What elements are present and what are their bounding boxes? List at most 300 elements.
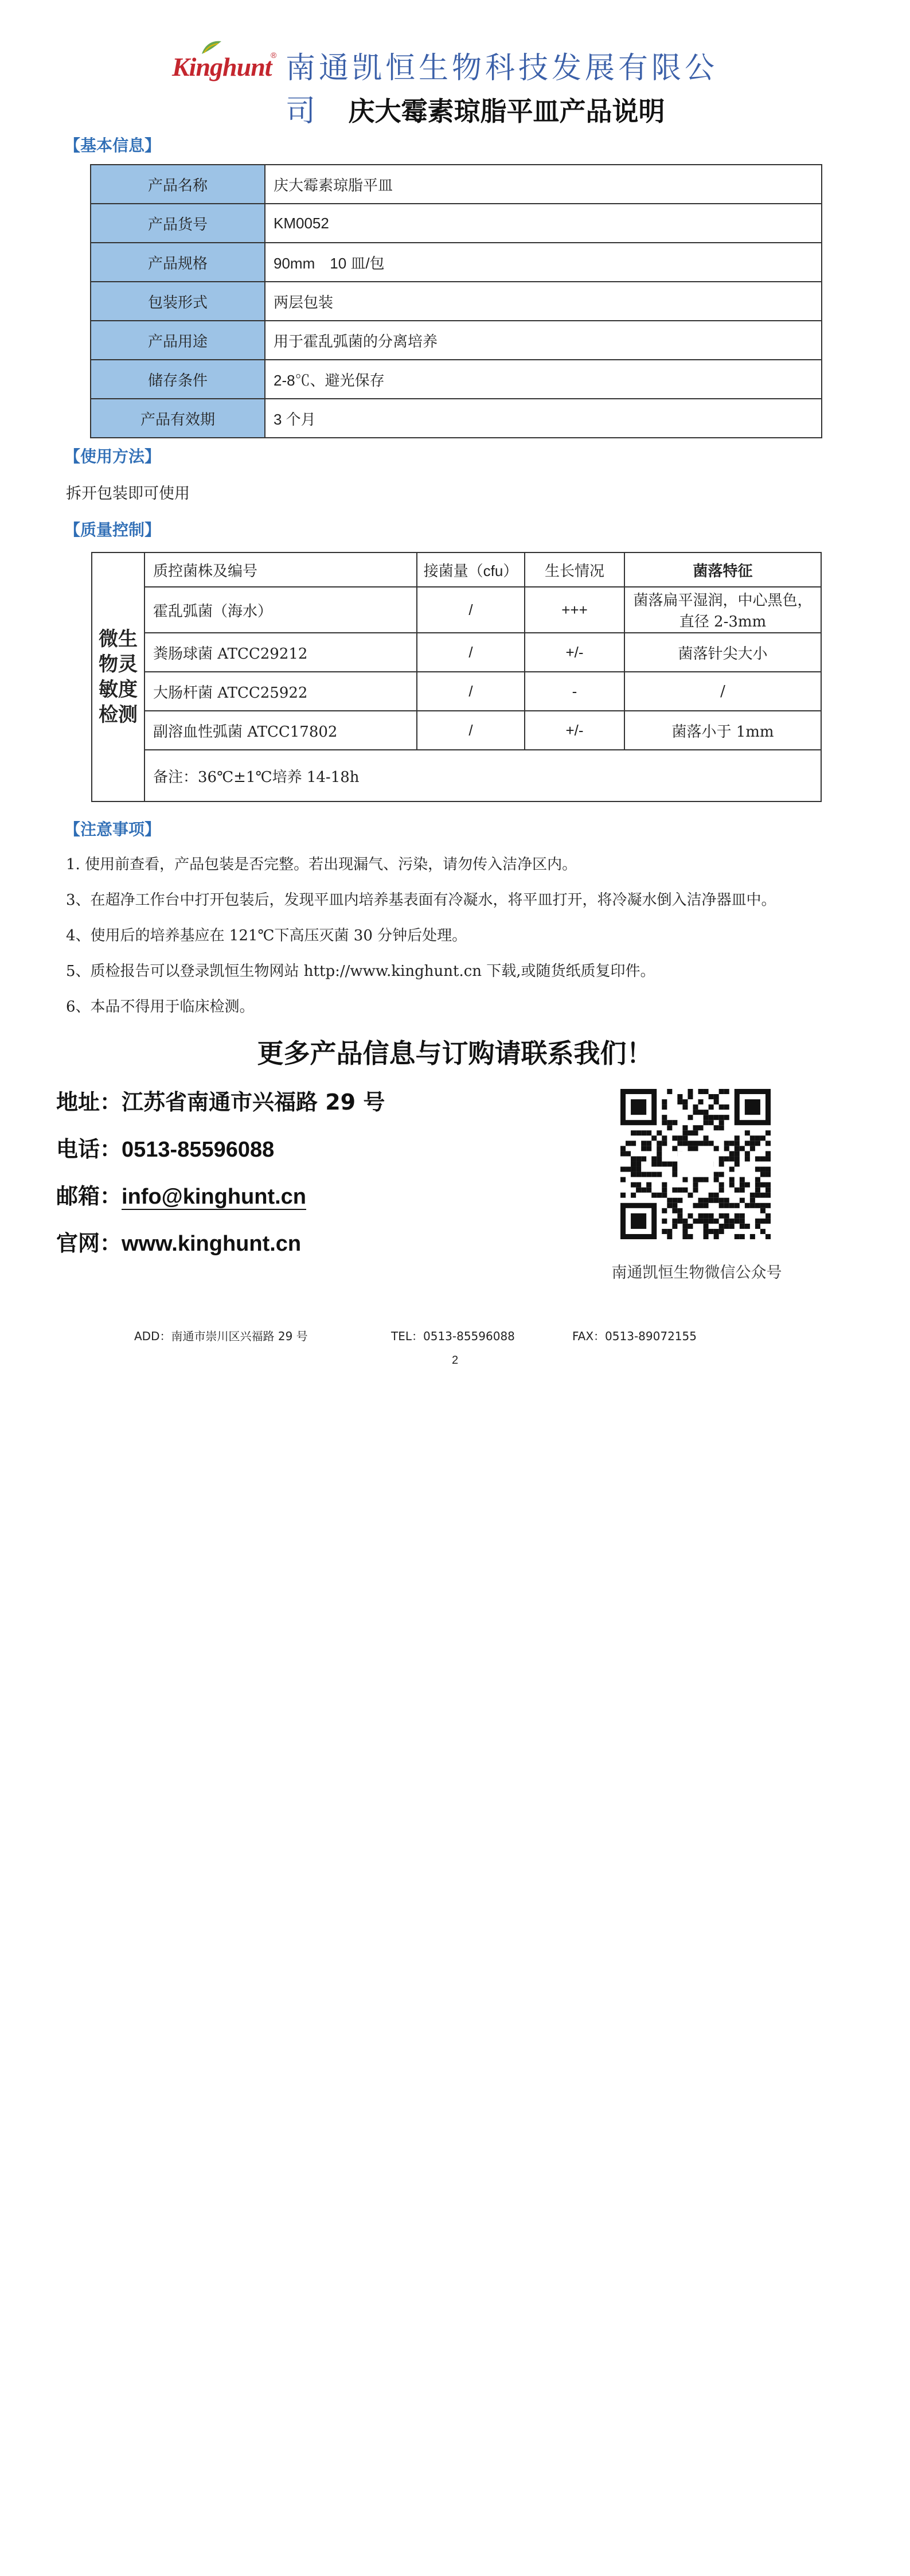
qr-module: [766, 1167, 771, 1172]
info-row: [91, 399, 822, 438]
qr-module: [766, 1234, 771, 1239]
qc-column-header: 质控菌株及编号: [144, 552, 417, 587]
qr-module: [750, 1146, 755, 1151]
qr-module: [735, 1203, 740, 1208]
qr-module: [745, 1156, 750, 1161]
qr-module: [714, 1193, 719, 1198]
qr-module: [682, 1104, 688, 1110]
qr-module: [672, 1146, 677, 1151]
info-value: 90mm 10 皿/包: [265, 243, 822, 282]
qr-module: [646, 1188, 651, 1193]
qr-module: [719, 1213, 724, 1219]
qr-module: [709, 1094, 714, 1099]
qr-module: [755, 1224, 760, 1229]
qr-module: [620, 1151, 626, 1156]
qr-module: [729, 1177, 735, 1182]
qr-module: [745, 1130, 750, 1135]
qr-module: [740, 1234, 745, 1239]
qr-module: [729, 1219, 735, 1224]
qr-module: [766, 1182, 771, 1188]
note-item: 5、质检报告可以登录凯恒生物网站 http://www.kinghunt.cn 下载,或随货纸质复印件。: [66, 963, 655, 980]
qr-module: [631, 1182, 636, 1188]
qr-module: [636, 1156, 641, 1161]
qr-module: [719, 1125, 724, 1130]
company-name: 南通凯恒生物科技发展有限公司: [286, 51, 718, 129]
qc-column-header: 菌落特征: [624, 552, 821, 587]
qr-module: [719, 1188, 724, 1193]
qr-module: [740, 1177, 745, 1182]
qr-module: [662, 1115, 667, 1120]
qr-finder-module: [631, 1099, 646, 1115]
qr-module: [688, 1146, 693, 1151]
qr-finder-module: [631, 1213, 646, 1229]
qr-module: [662, 1120, 667, 1125]
contact-heading: 更多产品信息与订购请联系我们！: [257, 1038, 653, 1069]
qr-module: [709, 1219, 714, 1224]
qr-module: [672, 1188, 677, 1193]
qr-module: [709, 1213, 714, 1219]
qr-module: [714, 1172, 719, 1177]
qr-module: [709, 1229, 714, 1234]
qr-module: [693, 1146, 698, 1151]
qr-module: [667, 1198, 672, 1203]
qr-module: [631, 1167, 636, 1172]
qr-module: [724, 1089, 729, 1094]
info-value: 2-8℃、避光保存: [265, 360, 822, 399]
qr-module: [714, 1115, 719, 1120]
qr-logo-patch: [677, 1151, 713, 1177]
qr-module: [636, 1130, 641, 1135]
qr-module: [677, 1094, 682, 1099]
qr-module: [693, 1110, 698, 1115]
note-item: 3、在超净工作台中打开包装后，发现平皿内培养基表面有冷凝水，将平皿打开，将冷凝水倒入洁净器皿中。: [66, 892, 776, 909]
qr-module: [704, 1219, 709, 1224]
qc-strain: 大肠杆菌 ATCC25922: [144, 672, 417, 711]
qc-side-label-line: 微生: [99, 628, 138, 651]
qr-module: [750, 1234, 755, 1239]
note-item: 1. 使用前查看，产品包装是否完整。若出现漏气、污染，请勿传入洁净区内。: [66, 856, 577, 873]
qr-module: [724, 1198, 729, 1203]
qr-module: [672, 1203, 677, 1208]
qr-module: [704, 1177, 709, 1182]
qr-module: [729, 1156, 735, 1161]
qr-module: [760, 1167, 766, 1172]
qr-module: [714, 1219, 719, 1224]
qr-module: [682, 1224, 688, 1229]
qr-module: [688, 1193, 693, 1198]
info-value: 两层包装: [265, 282, 822, 321]
qr-module: [709, 1115, 714, 1120]
qr-module: [760, 1135, 766, 1141]
phone-line: [56, 1131, 274, 1163]
qr-module: [662, 1104, 667, 1110]
qr-module: [662, 1219, 667, 1224]
qr-module: [724, 1104, 729, 1110]
qr-module: [620, 1146, 626, 1151]
footer-address: ADD：南通市崇川区兴福路 29 号: [134, 1329, 308, 1343]
website-label: 官网：: [56, 1231, 122, 1256]
qr-module: [620, 1167, 626, 1172]
qc-dose: /: [417, 672, 525, 711]
qr-module: [719, 1198, 724, 1203]
qr-module: [719, 1115, 724, 1120]
qr-module: [688, 1089, 693, 1094]
qr-module: [662, 1229, 667, 1234]
qr-module: [724, 1213, 729, 1219]
info-key: 产品规格: [91, 243, 265, 282]
qr-module: [631, 1141, 636, 1146]
qc-dose: /: [417, 711, 525, 750]
qr-module: [719, 1089, 724, 1094]
qr-module: [735, 1135, 740, 1141]
qr-module: [688, 1234, 693, 1239]
qc-note-row: [92, 750, 821, 801]
qr-module: [750, 1193, 755, 1198]
qr-module: [714, 1094, 719, 1099]
section-usage: 【使用方法】: [64, 447, 161, 466]
note-item: 4、使用后的培养基应在 121℃下高压灭菌 30 分钟后处理。: [66, 927, 467, 944]
qr-module: [745, 1224, 750, 1229]
qr-module: [677, 1099, 682, 1104]
info-key: 储存条件: [91, 360, 265, 399]
qr-module: [724, 1156, 729, 1161]
document-title: 庆大霉素琼脂平皿产品说明: [348, 96, 665, 127]
qr-module: [672, 1219, 677, 1224]
qc-growth: +/-: [525, 633, 624, 672]
qr-module: [740, 1182, 745, 1188]
info-row: [91, 282, 822, 321]
qr-module: [636, 1161, 641, 1166]
qr-module: [719, 1224, 724, 1229]
wechat-qr-code: [620, 1089, 771, 1239]
qr-module: [729, 1203, 735, 1208]
qr-module: [755, 1156, 760, 1161]
qr-module: [631, 1172, 636, 1177]
email-link[interactable]: info@kinghunt.cn: [122, 1185, 307, 1209]
qr-module: [698, 1141, 704, 1146]
qr-module: [641, 1146, 646, 1151]
qr-module: [682, 1234, 688, 1239]
qr-module: [631, 1130, 636, 1135]
usage-text: 拆开包装即可使用: [66, 485, 190, 503]
qr-module: [760, 1156, 766, 1161]
qr-module: [657, 1130, 662, 1135]
qr-module: [709, 1193, 714, 1198]
qr-module: [740, 1224, 745, 1229]
qr-module: [760, 1172, 766, 1177]
qc-row: [92, 711, 821, 750]
qr-module: [704, 1224, 709, 1229]
qr-module: [682, 1135, 688, 1141]
qc-strain: 粪肠球菌 ATCC29212: [144, 633, 417, 672]
qr-module: [636, 1182, 641, 1188]
qr-module: [719, 1156, 724, 1161]
qr-module: [755, 1188, 760, 1193]
qr-module: [714, 1198, 719, 1203]
qr-module: [693, 1130, 698, 1135]
qr-module: [735, 1151, 740, 1156]
qr-module: [672, 1167, 677, 1172]
qr-module: [672, 1161, 677, 1166]
qr-module: [735, 1188, 740, 1193]
qr-module: [750, 1141, 755, 1146]
qr-module: [755, 1177, 760, 1182]
qr-module: [698, 1213, 704, 1219]
qr-module: [677, 1208, 682, 1213]
kinghunt-logo: [172, 39, 275, 85]
info-row: [91, 360, 822, 399]
registered-mark: ®: [271, 50, 277, 60]
qr-module: [631, 1193, 636, 1198]
qr-module: [631, 1156, 636, 1161]
qr-module: [620, 1193, 626, 1198]
qr-module: [766, 1219, 771, 1224]
qr-module: [682, 1219, 688, 1224]
qr-module: [688, 1130, 693, 1135]
qr-module: [704, 1213, 709, 1219]
info-key: 产品用途: [91, 321, 265, 360]
qr-module: [724, 1141, 729, 1146]
info-key: 包装形式: [91, 282, 265, 321]
section-notes: 【注意事项】: [64, 820, 161, 839]
qr-module: [626, 1151, 631, 1156]
qr-module: [646, 1182, 651, 1188]
qr-module: [704, 1110, 709, 1115]
address-line: [56, 1084, 385, 1116]
footer-tel: TEL：0513-85596088: [391, 1329, 515, 1343]
qr-module: [672, 1198, 677, 1203]
qc-feature: [624, 711, 821, 750]
qc-column-header: 接菌量（cfu）: [417, 552, 525, 587]
qr-module: [677, 1219, 682, 1224]
qr-module: [709, 1198, 714, 1203]
qr-module: [714, 1229, 719, 1234]
qr-module: [667, 1203, 672, 1208]
qr-module: [714, 1099, 719, 1104]
qr-module: [682, 1188, 688, 1193]
qr-module: [641, 1141, 646, 1146]
qr-module: [672, 1120, 677, 1125]
qr-module: [693, 1141, 698, 1146]
qr-module: [760, 1203, 766, 1208]
qr-module: [657, 1151, 662, 1156]
qr-module: [693, 1182, 698, 1188]
qr-module: [704, 1229, 709, 1234]
qc-table: [91, 552, 822, 802]
qr-module: [724, 1219, 729, 1224]
qr-module: [755, 1193, 760, 1198]
qr-module: [657, 1146, 662, 1151]
qr-module: [714, 1125, 719, 1130]
qr-module: [766, 1213, 771, 1219]
qr-module: [693, 1219, 698, 1224]
qr-module: [626, 1167, 631, 1172]
qr-module: [729, 1167, 735, 1172]
qr-module: [667, 1089, 672, 1094]
qr-module: [729, 1151, 735, 1156]
qr-module: [667, 1120, 672, 1125]
qr-module: [750, 1135, 755, 1141]
qr-module: [682, 1177, 688, 1182]
qr-module: [755, 1182, 760, 1188]
qr-module: [745, 1203, 750, 1208]
qc-growth: -: [525, 672, 624, 711]
qr-module: [719, 1229, 724, 1234]
qc-feature-line: 菌落针尖大小: [678, 645, 768, 663]
qr-module: [688, 1224, 693, 1229]
qr-module: [662, 1182, 667, 1188]
qr-module: [672, 1172, 677, 1177]
qr-module: [682, 1099, 688, 1104]
qr-module: [677, 1213, 682, 1219]
qr-module: [667, 1234, 672, 1239]
qr-module: [729, 1141, 735, 1146]
qr-module: [709, 1104, 714, 1110]
qc-side-label-line: 物灵: [99, 653, 138, 676]
qc-feature: [624, 633, 821, 672]
qr-module: [704, 1120, 709, 1125]
qc-note: 备注：36℃±1℃培养 14-18h: [144, 750, 821, 801]
qc-dose: /: [417, 633, 525, 672]
website-line: [56, 1225, 301, 1257]
qc-feature-line: /: [720, 683, 725, 700]
qc-column-header: 生长情况: [525, 552, 624, 587]
qr-module: [735, 1213, 740, 1219]
qr-module: [704, 1141, 709, 1146]
qr-module: [631, 1161, 636, 1166]
qr-module: [636, 1188, 641, 1193]
qr-module: [662, 1188, 667, 1193]
qc-strain: 副溶血性弧菌 ATCC17802: [144, 711, 417, 750]
qc-side-label-line: 敏度: [99, 678, 138, 701]
qr-module: [766, 1203, 771, 1208]
qr-module: [766, 1172, 771, 1177]
qr-module: [760, 1229, 766, 1234]
qr-module: [719, 1161, 724, 1166]
info-key: 产品名称: [91, 165, 265, 204]
qr-module: [646, 1172, 651, 1177]
qr-module: [760, 1182, 766, 1188]
qc-row: [92, 587, 821, 633]
qr-module: [672, 1208, 677, 1213]
qr-module: [677, 1135, 682, 1141]
info-value: 用于霍乱弧菌的分离培养: [265, 321, 822, 360]
phone-value: 0513-85596088: [122, 1138, 275, 1162]
qr-module: [698, 1089, 704, 1094]
qr-module: [662, 1208, 667, 1213]
qc-row: [92, 633, 821, 672]
phone-label: 电话：: [56, 1137, 122, 1162]
qc-header-row: [92, 552, 821, 587]
website-link[interactable]: www.kinghunt.cn: [122, 1232, 302, 1256]
qr-module: [698, 1125, 704, 1130]
qr-module: [755, 1141, 760, 1146]
qr-module: [641, 1130, 646, 1135]
qr-module: [719, 1182, 724, 1188]
qr-module: [626, 1141, 631, 1146]
info-row: [91, 204, 822, 243]
qr-module: [657, 1156, 662, 1161]
qr-module: [682, 1130, 688, 1135]
qr-module: [651, 1156, 657, 1161]
qr-module: [766, 1130, 771, 1135]
qr-module: [766, 1151, 771, 1156]
qr-module: [662, 1099, 667, 1104]
qr-module: [688, 1115, 693, 1120]
qr-module: [719, 1172, 724, 1177]
qr-module: [657, 1172, 662, 1177]
qr-module: [735, 1219, 740, 1224]
info-row: [91, 243, 822, 282]
qr-module: [709, 1120, 714, 1125]
note-item: 6、本品不得用于临床检测。: [66, 998, 255, 1015]
qr-module: [714, 1234, 719, 1239]
qr-module: [641, 1156, 646, 1161]
qr-module: [766, 1188, 771, 1193]
qr-module: [766, 1193, 771, 1198]
qr-module: [698, 1203, 704, 1208]
info-value: KM0052: [265, 204, 822, 243]
address-label: 地址：: [56, 1089, 122, 1115]
qr-module: [693, 1104, 698, 1110]
qr-module: [693, 1125, 698, 1130]
qr-module: [672, 1135, 677, 1141]
qr-module: [704, 1115, 709, 1120]
qc-feature-line: 直径 2-3mm: [679, 613, 767, 631]
qr-module: [682, 1229, 688, 1234]
qc-side-label: [92, 552, 144, 801]
qr-module: [688, 1213, 693, 1219]
qr-module: [745, 1151, 750, 1156]
qr-module: [651, 1161, 657, 1166]
qr-module: [724, 1115, 729, 1120]
email-line: [56, 1178, 306, 1210]
qr-module: [714, 1146, 719, 1151]
qr-module: [688, 1141, 693, 1146]
qr-module: [740, 1213, 745, 1219]
qr-module: [740, 1188, 745, 1193]
qr-module: [719, 1120, 724, 1125]
qr-module: [693, 1188, 698, 1193]
qr-module: [651, 1172, 657, 1177]
qr-module: [698, 1219, 704, 1224]
qr-module: [677, 1141, 682, 1146]
qc-row: [92, 672, 821, 711]
qr-module: [755, 1219, 760, 1224]
qr-module: [766, 1141, 771, 1146]
qr-module: [693, 1177, 698, 1182]
qr-module: [760, 1219, 766, 1224]
qr-module: [740, 1198, 745, 1203]
qr-module: [704, 1198, 709, 1203]
qr-module: [693, 1203, 698, 1208]
qc-feature-line: 菌落小于 1mm: [671, 723, 774, 741]
qr-module: [724, 1146, 729, 1151]
qc-growth: +++: [525, 587, 624, 633]
qr-module: [662, 1141, 667, 1146]
info-value: 3 个月: [265, 399, 822, 438]
qr-module: [657, 1193, 662, 1198]
qr-module: [714, 1177, 719, 1182]
qr-module: [698, 1099, 704, 1104]
qr-caption: 南通凯恒生物微信公众号: [611, 1264, 782, 1282]
info-value: 庆大霉素琼脂平皿: [265, 165, 822, 204]
qr-module: [704, 1203, 709, 1208]
qr-module: [724, 1224, 729, 1229]
qr-module: [704, 1135, 709, 1141]
info-key: 产品有效期: [91, 399, 265, 438]
basic-info-table: [90, 164, 822, 438]
